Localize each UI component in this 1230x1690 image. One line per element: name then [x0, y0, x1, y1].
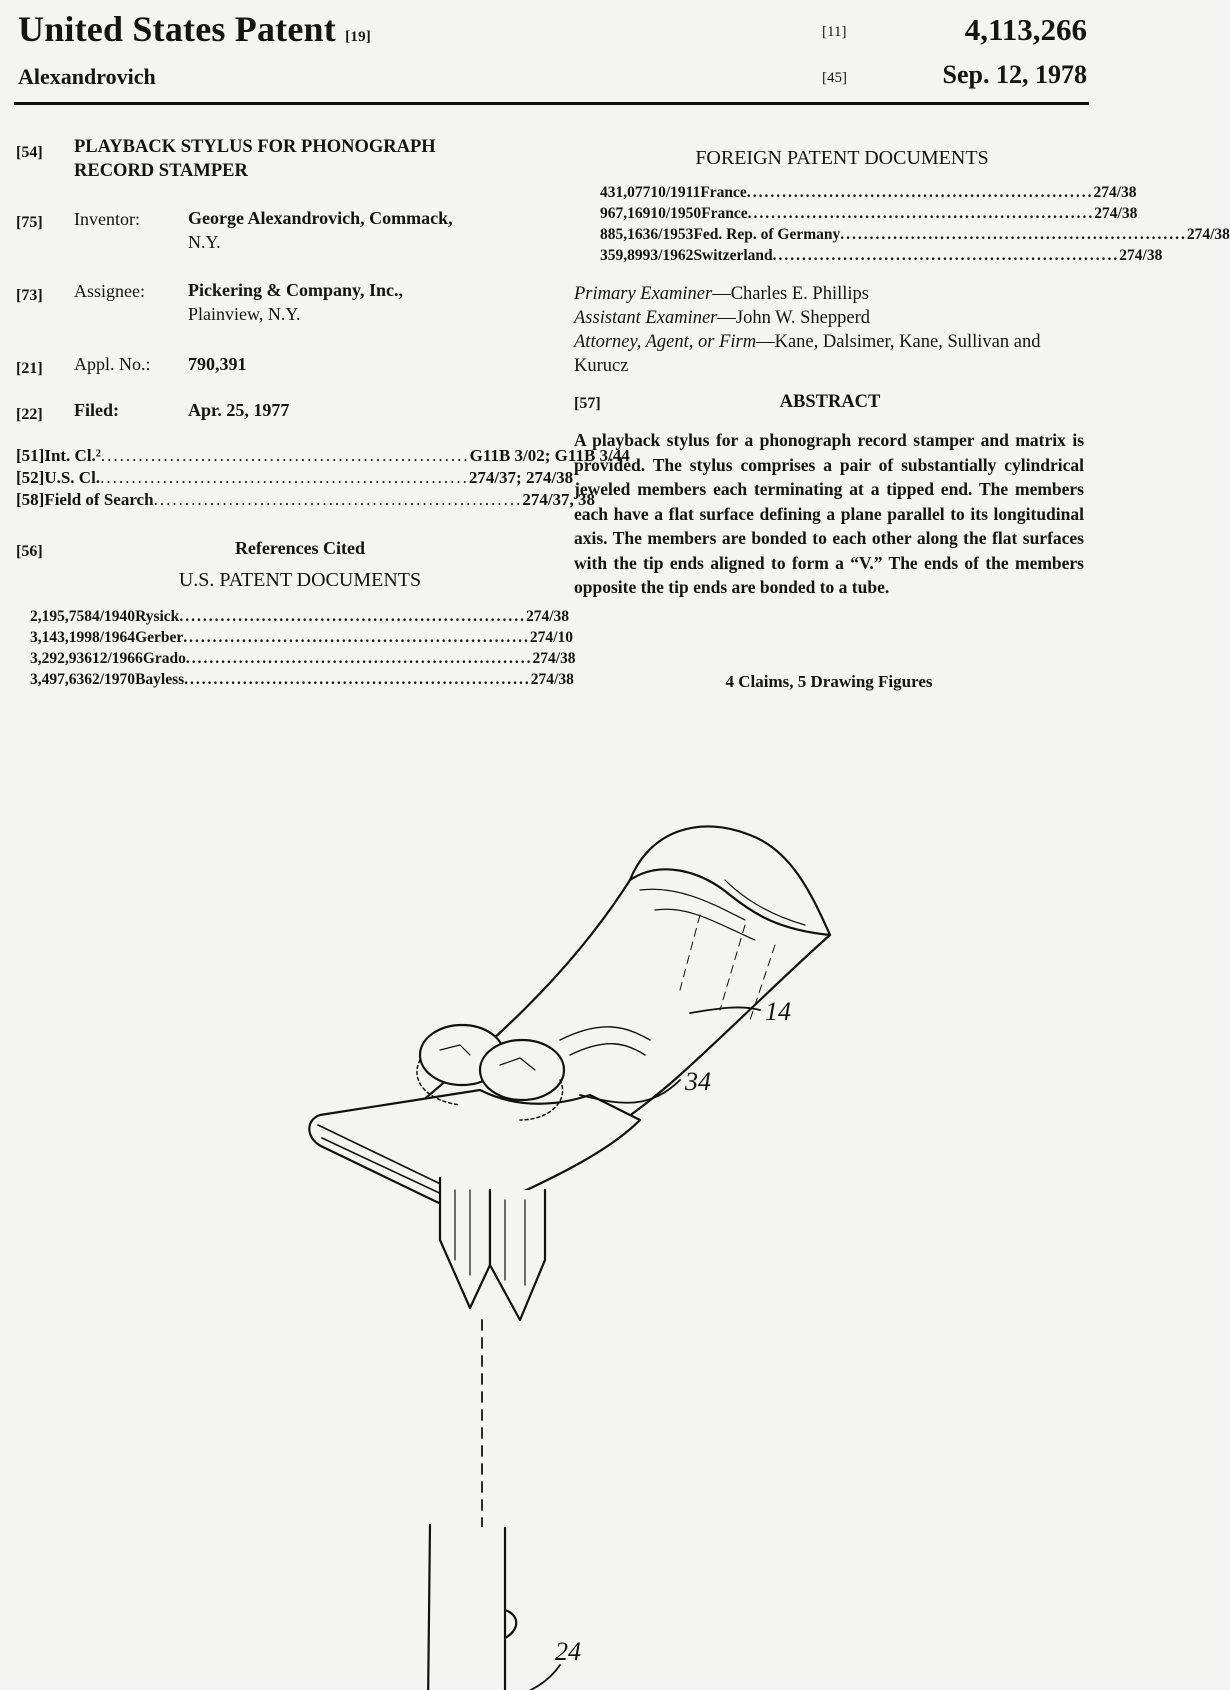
label-34: 34: [685, 1067, 711, 1096]
header-rule: [14, 102, 1089, 105]
classification-row: [51] Int. Cl.² ........................................................... G11B 3/02; G11B 3/44: [16, 446, 630, 465]
classification-row: [58] Field of Search ........................................................... 274/37, 38: [16, 490, 596, 509]
inventor-label: Inventor:: [74, 209, 140, 229]
examiners-block: [574, 282, 1084, 378]
inventor-code: [75]: [16, 214, 43, 231]
jewel-member-right: [490, 1190, 545, 1320]
filed-label: Filed:: [74, 400, 119, 420]
foreign-reference-row: 885,163 6/1953 Fed. Rep. of Germany ........................................................... 274/38: [600, 226, 1230, 243]
date-code: [45]: [822, 70, 847, 86]
title-field-code: [54]: [16, 144, 43, 161]
patent-number: 4,113,266: [964, 12, 1087, 47]
assignee-label: Assignee:: [74, 281, 145, 301]
jewel-member-left: [440, 1178, 490, 1308]
label-24: 24: [555, 1637, 581, 1666]
references-heading: References Cited: [234, 538, 366, 558]
foreign-reference-row: 431,077 10/1911 France ........................................................... 274/38: [600, 184, 1137, 201]
foreign-reference-row: 359,899 3/1962 Switzerland ........................................................... 274/38: [600, 247, 1163, 264]
assignee-line1: Pickering & Company, Inc.,: [188, 280, 404, 300]
filed-value: Apr. 25, 1977: [188, 400, 290, 420]
abstract-heading: ABSTRACT: [779, 392, 881, 412]
assistant-examiner: Assistant Examiner—John W. Shepperd: [574, 308, 870, 328]
us-reference-row: 3,292,936 12/1966 Grado ........................................................... 274/38: [30, 650, 576, 667]
stylus-drawing: [0, 720, 1103, 1690]
patent-header-title: United States Patent [19]: [18, 9, 371, 49]
inventor-line1: George Alexandrovich, Commack,: [188, 208, 453, 228]
jewel-top-right: [480, 1040, 564, 1100]
classification-row: [52] U.S. Cl. ........................................................... 274/37; 274/38: [16, 468, 574, 487]
issue-date: Sep. 12, 1978: [942, 60, 1087, 89]
abstract-code: [57]: [574, 395, 601, 412]
filed-code: [22]: [16, 406, 43, 423]
assignee-code: [73]: [16, 287, 43, 304]
inventor-line2: N.Y.: [188, 232, 221, 252]
attorney: Attorney, Agent, or Firm—Kane, Dalsimer, Kane, Sullivan and Kurucz: [574, 332, 1041, 376]
stylus-member-body: [428, 1525, 505, 1690]
us-patent-heading: U.S. PATENT DOCUMENTS: [178, 569, 422, 591]
claims-count: 4 Claims, 5 Drawing Figures: [725, 672, 933, 691]
references-code: [56]: [16, 543, 43, 560]
title-code: [19]: [345, 29, 371, 45]
primary-examiner: Primary Examiner—Charles E. Phillips: [574, 284, 869, 304]
foreign-reference-row: 967,169 10/1950 France ........................................................... 274/38: [600, 205, 1138, 222]
label-14: 14: [765, 997, 791, 1026]
foreign-patent-heading: FOREIGN PATENT DOCUMENTS: [695, 147, 989, 169]
abstract-text: A playback stylus for a phonograph record stamper and matrix is provided. The stylus comprises a pair of substantially cylindrical jeweled members each terminating at a tipped end. The members each have a flat surface defining a plane parallel to its longitudinal axis. The members are bonded to each other along the flat surfaces with the tip ends aligned to form a “V.” The ends of the members opposite the tip ends are bonded to a tube.: [574, 430, 1084, 597]
appl-label: Appl. No.:: [74, 354, 151, 374]
invention-title-line2: RECORD STAMPER: [74, 161, 248, 181]
invention-title-line1: PLAYBACK STYLUS FOR PHONOGRAPH: [74, 137, 436, 157]
us-reference-row: 3,143,199 8/1964 Gerber ........................................................... 274/10: [30, 629, 573, 646]
appl-value: 790,391: [188, 354, 247, 374]
appl-code: [21]: [16, 360, 43, 377]
us-reference-row: 2,195,758 4/1940 Rysick ........................................................... 274/38: [30, 608, 569, 625]
us-reference-row: 3,497,636 2/1970 Bayless ........................................................... 274/38: [30, 671, 574, 688]
assignee-line2: Plainview, N.Y.: [188, 304, 301, 324]
leader-24: [500, 1665, 560, 1690]
patent-no-code: [11]: [822, 24, 847, 40]
header-inventor: Alexandrovich: [18, 64, 156, 89]
